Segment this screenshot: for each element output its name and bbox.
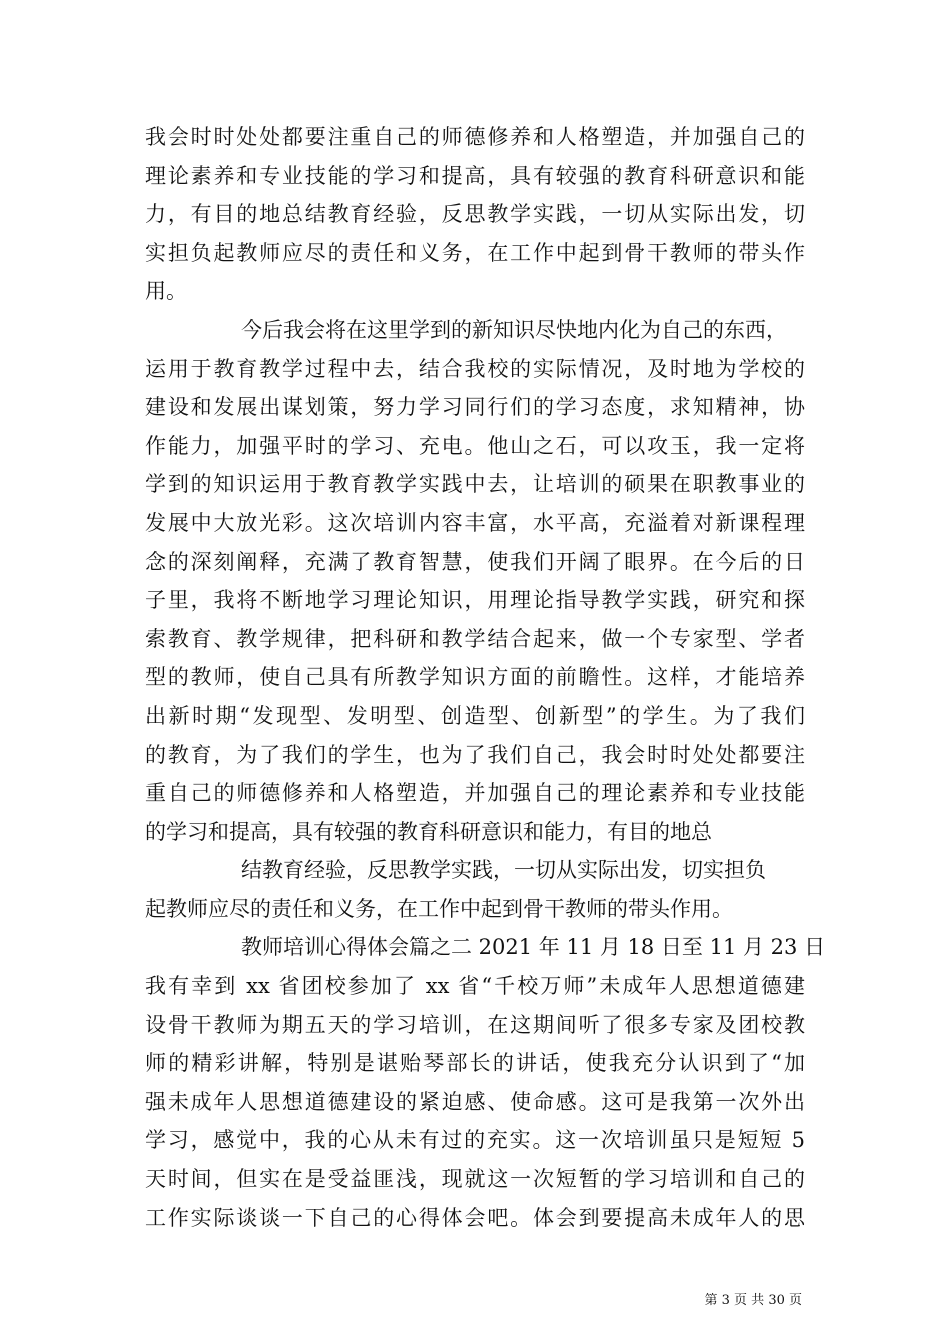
text-line: 工作实际谈谈一下自己的心得体会吧。体会到要提高未成年人的思 [145,1205,805,1230]
text-line: 运用于教育教学过程中去，结合我校的实际情况，及时地为学校的 [145,356,805,381]
text-line: 教师培训心得体会篇之二 2021 年 11 月 18 日至 11 月 23 日 [241,935,826,960]
text-line: 结教育经验，反思教学实践，一切从实际出发，切实担负 [241,858,766,883]
text-line: 子里，我将不断地学习理论知识，用理论指导教学实践，研究和探 [145,588,805,613]
text-line: 我有幸到 xx 省团校参加了 xx 省“千校万师”未成年人思想道德建 [145,974,805,999]
text-line: 发展中大放光彩。这次培训内容丰富，水平高，充溢着对新课程理 [145,510,805,535]
text-line: 实担负起教师应尽的责任和义务，在工作中起到骨干教师的带头作 [145,240,805,265]
text-line: 重自己的师德修养和人格塑造，并加强自己的理论素养和专业技能 [145,781,805,806]
text-line: 的教育，为了我们的学生，也为了我们自己，我会时时处处都要注 [145,742,805,767]
text-line: 索教育、教学规律，把科研和教学结合起来，做一个专家型、学者 [145,626,805,651]
text-line: 型的教师，使自己具有所教学知识方面的前瞻性。这样，才能培养 [145,665,805,690]
text-line: 作能力，加强平时的学习、充电。他山之石，可以攻玉，我一定将 [145,433,805,458]
text-line: 天时间，但实在是受益匪浅，现就这一次短暂的学习培训和自己的 [145,1167,805,1192]
text-line: 起教师应尽的责任和义务，在工作中起到骨干教师的带头作用。 [145,896,733,921]
text-line: 学习，感觉中，我的心从未有过的充实。这一次培训虽只是短短 5 [145,1128,805,1153]
text-line: 力，有目的地总结教育经验，反思教学实践，一切从实际出发，切 [145,202,805,227]
page-number: 第 3 页 共 30 页 [704,1293,802,1308]
text-line: 念的深刻阐释，充满了教育智慧，使我们开阔了眼界。在今后的日 [145,549,805,574]
text-line: 学到的知识运用于教育教学实践中去，让培训的硕果在职教事业的 [145,472,805,497]
text-line: 建设和发展出谋划策，努力学习同行们的学习态度，求知精神，协 [145,395,805,420]
text-line: 设骨干教师为期五天的学习培训，在这期间听了很多专家及团校教 [145,1012,805,1037]
text-line: 今后我会将在这里学到的新知识尽快地内化为自己的东西， [241,317,787,342]
text-line: 的学习和提高，具有较强的教育科研意识和能力，有目的地总 [145,819,712,844]
text-line: 出新时期“发现型、发明型、创造型、创新型”的学生。为了我们 [145,703,805,728]
text-line: 师的精彩讲解，特别是谌贻琴部长的讲话，使我充分认识到了“加 [145,1051,805,1076]
text-line: 我会时时处处都要注重自己的师德修养和人格塑造，并加强自己的 [145,125,805,149]
text-line: 强未成年人思想道德建设的紧迫感、使命感。这可是我第一次外出 [145,1089,805,1114]
text-line: 用。 [145,279,187,304]
text-line: 理论素养和专业技能的学习和提高，具有较强的教育科研意识和能 [145,163,805,188]
body-text [145,118,826,1237]
